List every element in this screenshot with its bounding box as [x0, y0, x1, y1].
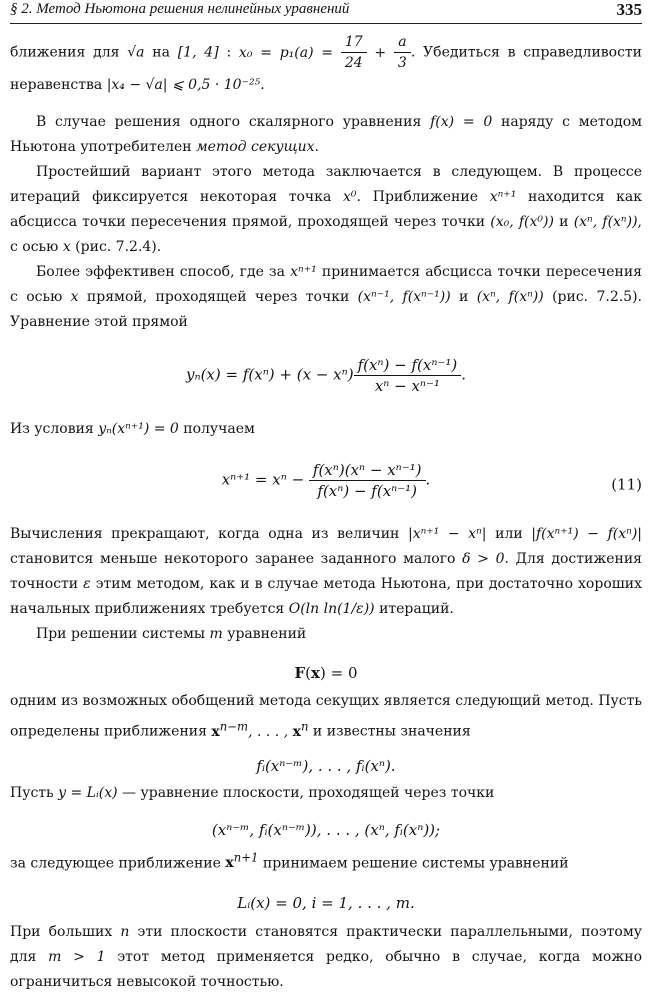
scalar-equation: f(x) = 0 — [430, 114, 493, 130]
equation-number: (11) — [611, 475, 642, 494]
paragraph-generalization: одним из возможных обобщений метода секущих является следующий метод. Пусть определены приближения $x^{n-m}$, . . . , $x^n$ и известны значения — [10, 693, 642, 740]
paragraph-plane: Пусть y = Lᵢ(x) — уравнение плоскости, проходящей через точки — [10, 784, 495, 801]
equation-system: F(x) = 0 — [294, 664, 358, 682]
header-rule — [10, 23, 642, 24]
paragraph-efficient-variant: Более эффективен способ, где за xⁿ⁺¹ принимается абсцисса точки пересечения с осью x прямой, проходящей через точки (xⁿ⁻¹, f(xⁿ⁻¹)) и (xⁿ, f(xⁿ)) (рис. 7.2.5). Уравнение этой прямой — [10, 264, 643, 330]
term-secant-method: метод секущих — [196, 139, 315, 155]
fraction-17-24: $\frac{17}{24}$ — [341, 32, 367, 73]
paragraph-system: При решении системы m уравнений — [36, 626, 307, 642]
paragraph-next-approx: за следующее приближение $x^{n+1}$ принимаем решение системы уравнений — [10, 850, 569, 872]
paragraph-exercise-end: ближения для √a на [1, 4] : x₀ = p₁(a) = $\frac{17}{24}$ + $\frac{a}{3}$ . Убедиться в справедливости неравенства |x₄ − √a| ⩽ 0,5 · 10⁻²⁵. — [10, 34, 643, 93]
equation-secant-line: yₙ(x) = f(xⁿ) + (x − xⁿ) $\frac{\text{f(xⁿ) − f(xⁿ⁻¹)}}{\text{xⁿ − xⁿ⁻¹}}$ . — [186, 356, 466, 395]
paragraph-condition: Из условия yₙ(xⁿ⁺¹) = 0 получаем — [10, 421, 255, 437]
equation-values: fᵢ(xⁿ⁻ᵐ), . . . , fᵢ(xⁿ). — [256, 756, 396, 775]
page-body — [10, 32, 642, 995]
paragraph-secant-intro: В случае решения одного скалярного уравнения f(x) = 0 наряду с методом Ньютона употребителен метод секущих. — [10, 114, 643, 155]
running-head — [10, 0, 642, 24]
paragraph-conclusion: При больших n эти плоскости становятся практически параллельными, поэтому для m > 1 этот метод применяется редко, обычно в случае, когда можно ограничиться невысокой точностью. — [10, 924, 642, 991]
equation-points: (xⁿ⁻ᵐ, fᵢ(xⁿ⁻ᵐ)), . . . , (xⁿ, fᵢ(xⁿ)); — [211, 820, 441, 839]
equation-L: Lᵢ(x) = 0, i = 1, . . . , m. — [237, 894, 415, 913]
initial-approx: x₀ = p₁(a) = $\frac{17}{24}$ + $\frac{a}{3}$ — [239, 45, 411, 61]
fraction-a-3: $\frac{a}{3}$ — [394, 32, 411, 73]
equation-11: xⁿ⁺¹ = xⁿ − $\frac{\text{f(xⁿ)(xⁿ − xⁿ⁻¹)}}{\text{f(xⁿ) − f(xⁿ⁻¹)}}$ . (11) — [221, 461, 642, 500]
paragraph-stopping: Вычисления прекращают, когда одна из величин |xⁿ⁺¹ − xⁿ| или |f(xⁿ⁺¹) − f(xⁿ)| становится меньше некоторого заранее заданного малого δ > 0. Для достижения точности ε этим методом, как и в случае метода Ньютона, при достаточно хороших начальных приближениях требуется O(ln ln(1/ε)) итераций. — [10, 526, 642, 617]
interval: [1, 4] — [177, 44, 219, 61]
running-title: § 2. Метод Ньютона решения нелинейных уравнений — [10, 1, 350, 17]
inequality: |x₄ − √a| ⩽ 0,5 · 10⁻²⁵ — [106, 77, 261, 93]
page-number: 335 — [616, 0, 642, 19]
sqrt-a: √a — [127, 44, 145, 61]
paragraph-simple-variant: Простейший вариант этого метода заключается в следующем. В процессе итераций фиксируется некоторая точка x⁰. Приближение xⁿ⁺¹ находится как абсцисса точки пересечения прямой, проходящей через точки (x₀, f(x⁰)) и (xⁿ, f(xⁿ)), с осью x (рис. 7.2.4). — [10, 164, 642, 255]
